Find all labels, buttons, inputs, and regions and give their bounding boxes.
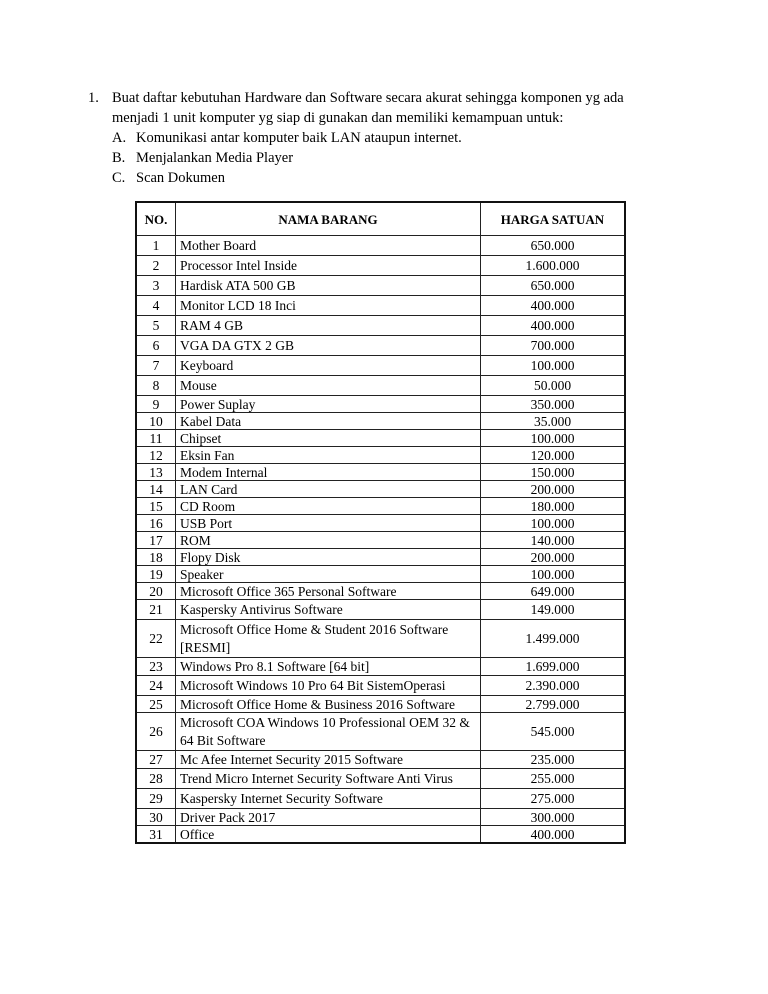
cell-name: Trend Micro Internet Security Software Anti Virus (176, 769, 481, 789)
table-row (136, 751, 625, 769)
cell-no: 18 (136, 549, 176, 566)
cell-name: Keyboard (176, 356, 481, 376)
cell-name: RAM 4 GB (176, 316, 481, 336)
cell-no: 6 (136, 336, 176, 356)
cell-name: VGA DA GTX 2 GB (176, 336, 481, 356)
cell-no: 26 (136, 713, 176, 751)
question-block (88, 88, 688, 188)
cell-name: Eksin Fan (176, 447, 481, 464)
cell-price: 180.000 (481, 498, 626, 515)
cell-no: 27 (136, 751, 176, 769)
table-row (136, 583, 625, 600)
cell-price: 650.000 (481, 236, 626, 256)
cell-name: Office (176, 826, 481, 844)
header-name: NAMA BARANG (176, 202, 481, 236)
cell-no: 5 (136, 316, 176, 336)
table-row (136, 256, 625, 276)
cell-name: Windows Pro 8.1 Software [64 bit] (176, 658, 481, 676)
cell-name: Chipset (176, 430, 481, 447)
table-row (136, 296, 625, 316)
cell-no: 21 (136, 600, 176, 620)
cell-no: 31 (136, 826, 176, 844)
cell-no: 12 (136, 447, 176, 464)
table-row (136, 620, 625, 658)
cell-price: 50.000 (481, 376, 626, 396)
option-text: Menjalankan Media Player (136, 150, 294, 166)
cell-price: 1.600.000 (481, 256, 626, 276)
cell-no: 4 (136, 296, 176, 316)
cell-no: 24 (136, 676, 176, 696)
cell-no: 17 (136, 532, 176, 549)
cell-no: 2 (136, 256, 176, 276)
cell-price: 400.000 (481, 316, 626, 336)
cell-no: 11 (136, 430, 176, 447)
cell-name: Kaspersky Internet Security Software (176, 789, 481, 809)
table-row (136, 789, 625, 809)
cell-name: Mc Afee Internet Security 2015 Software (176, 751, 481, 769)
cell-price: 149.000 (481, 600, 626, 620)
cell-no: 15 (136, 498, 176, 515)
question-line (88, 88, 688, 108)
cell-price: 2.390.000 (481, 676, 626, 696)
cell-price: 100.000 (481, 566, 626, 583)
table-row (136, 769, 625, 789)
cell-price: 350.000 (481, 396, 626, 413)
price-table (135, 201, 626, 844)
cell-no: 25 (136, 696, 176, 713)
cell-no: 8 (136, 376, 176, 396)
cell-price: 650.000 (481, 276, 626, 296)
table-row (136, 376, 625, 396)
table-row (136, 481, 625, 498)
cell-price: 545.000 (481, 713, 626, 751)
cell-no: 22 (136, 620, 176, 658)
cell-name: USB Port (176, 515, 481, 532)
option-letter: B. (112, 150, 126, 166)
cell-no: 28 (136, 769, 176, 789)
cell-name: Modem Internal (176, 464, 481, 481)
option-letter: A. (112, 130, 127, 146)
cell-name: ROM (176, 532, 481, 549)
table-row (136, 236, 625, 256)
cell-price: 140.000 (481, 532, 626, 549)
option-text: Scan Dokumen (136, 170, 225, 186)
cell-no: 13 (136, 464, 176, 481)
cell-price: 100.000 (481, 356, 626, 376)
cell-price: 150.000 (481, 464, 626, 481)
cell-price: 120.000 (481, 447, 626, 464)
cell-price: 200.000 (481, 481, 626, 498)
question-number: 1. (88, 90, 99, 106)
table-row (136, 413, 625, 430)
cell-price: 200.000 (481, 549, 626, 566)
cell-name: Monitor LCD 18 Inci (176, 296, 481, 316)
option-text: Komunikasi antar komputer baik LAN ataupun internet. (136, 130, 462, 146)
cell-price: 400.000 (481, 826, 626, 844)
question-text-line-1: Buat daftar kebutuhan Hardware dan Software secara akurat sehingga komponen yg ada (112, 90, 624, 106)
cell-price: 2.799.000 (481, 696, 626, 713)
table-row (136, 356, 625, 376)
cell-name: Driver Pack 2017 (176, 809, 481, 826)
cell-name: CD Room (176, 498, 481, 515)
table-row (136, 676, 625, 696)
cell-name: Kaspersky Antivirus Software (176, 600, 481, 620)
table-row (136, 532, 625, 549)
option-b (112, 148, 688, 168)
table-row (136, 447, 625, 464)
question-text-line-2: menjadi 1 unit komputer yg siap di gunakan dan memiliki kemampuan untuk: (112, 110, 564, 126)
cell-name: Microsoft Office 365 Personal Software (176, 583, 481, 600)
table-row (136, 498, 625, 515)
cell-price: 35.000 (481, 413, 626, 430)
cell-no: 16 (136, 515, 176, 532)
table-row (136, 826, 625, 844)
cell-price: 1.699.000 (481, 658, 626, 676)
cell-no: 19 (136, 566, 176, 583)
cell-no: 29 (136, 789, 176, 809)
option-letter: C. (112, 170, 126, 186)
table-row (136, 336, 625, 356)
header-price: HARGA SATUAN (481, 202, 626, 236)
cell-price: 400.000 (481, 296, 626, 316)
table-row (136, 515, 625, 532)
table-header-row (136, 202, 625, 236)
cell-price: 235.000 (481, 751, 626, 769)
table-row (136, 464, 625, 481)
table-row (136, 276, 625, 296)
cell-price: 100.000 (481, 515, 626, 532)
cell-name: Microsoft Windows 10 Pro 64 Bit SistemOperasi (176, 676, 481, 696)
table-row (136, 696, 625, 713)
cell-name: Speaker (176, 566, 481, 583)
cell-price: 700.000 (481, 336, 626, 356)
table-row (136, 316, 625, 336)
table-row (136, 566, 625, 583)
cell-no: 9 (136, 396, 176, 413)
cell-name: Microsoft COA Windows 10 Professional OEM 32 & 64 Bit Software (176, 713, 481, 751)
cell-price: 100.000 (481, 430, 626, 447)
cell-no: 20 (136, 583, 176, 600)
cell-price: 275.000 (481, 789, 626, 809)
table-row (136, 809, 625, 826)
header-no: NO. (136, 202, 176, 236)
cell-no: 14 (136, 481, 176, 498)
cell-name: Microsoft Office Home & Student 2016 Software [RESMI] (176, 620, 481, 658)
cell-no: 7 (136, 356, 176, 376)
table-row (136, 600, 625, 620)
cell-name: LAN Card (176, 481, 481, 498)
cell-no: 30 (136, 809, 176, 826)
cell-name: Processor Intel Inside (176, 256, 481, 276)
question-line (88, 108, 688, 128)
cell-name: Hardisk ATA 500 GB (176, 276, 481, 296)
cell-price: 255.000 (481, 769, 626, 789)
cell-name: Flopy Disk (176, 549, 481, 566)
table-row (136, 713, 625, 751)
cell-name: Mouse (176, 376, 481, 396)
cell-price: 300.000 (481, 809, 626, 826)
cell-name: Kabel Data (176, 413, 481, 430)
table-row (136, 549, 625, 566)
cell-name: Mother Board (176, 236, 481, 256)
table-row (136, 396, 625, 413)
cell-no: 10 (136, 413, 176, 430)
cell-name: Microsoft Office Home & Business 2016 Software (176, 696, 481, 713)
cell-no: 23 (136, 658, 176, 676)
cell-no: 3 (136, 276, 176, 296)
cell-price: 649.000 (481, 583, 626, 600)
cell-name: Power Suplay (176, 396, 481, 413)
cell-no: 1 (136, 236, 176, 256)
table-row (136, 658, 625, 676)
option-a (112, 128, 688, 148)
table-body (136, 236, 625, 844)
option-c (112, 168, 688, 188)
cell-price: 1.499.000 (481, 620, 626, 658)
table-row (136, 430, 625, 447)
